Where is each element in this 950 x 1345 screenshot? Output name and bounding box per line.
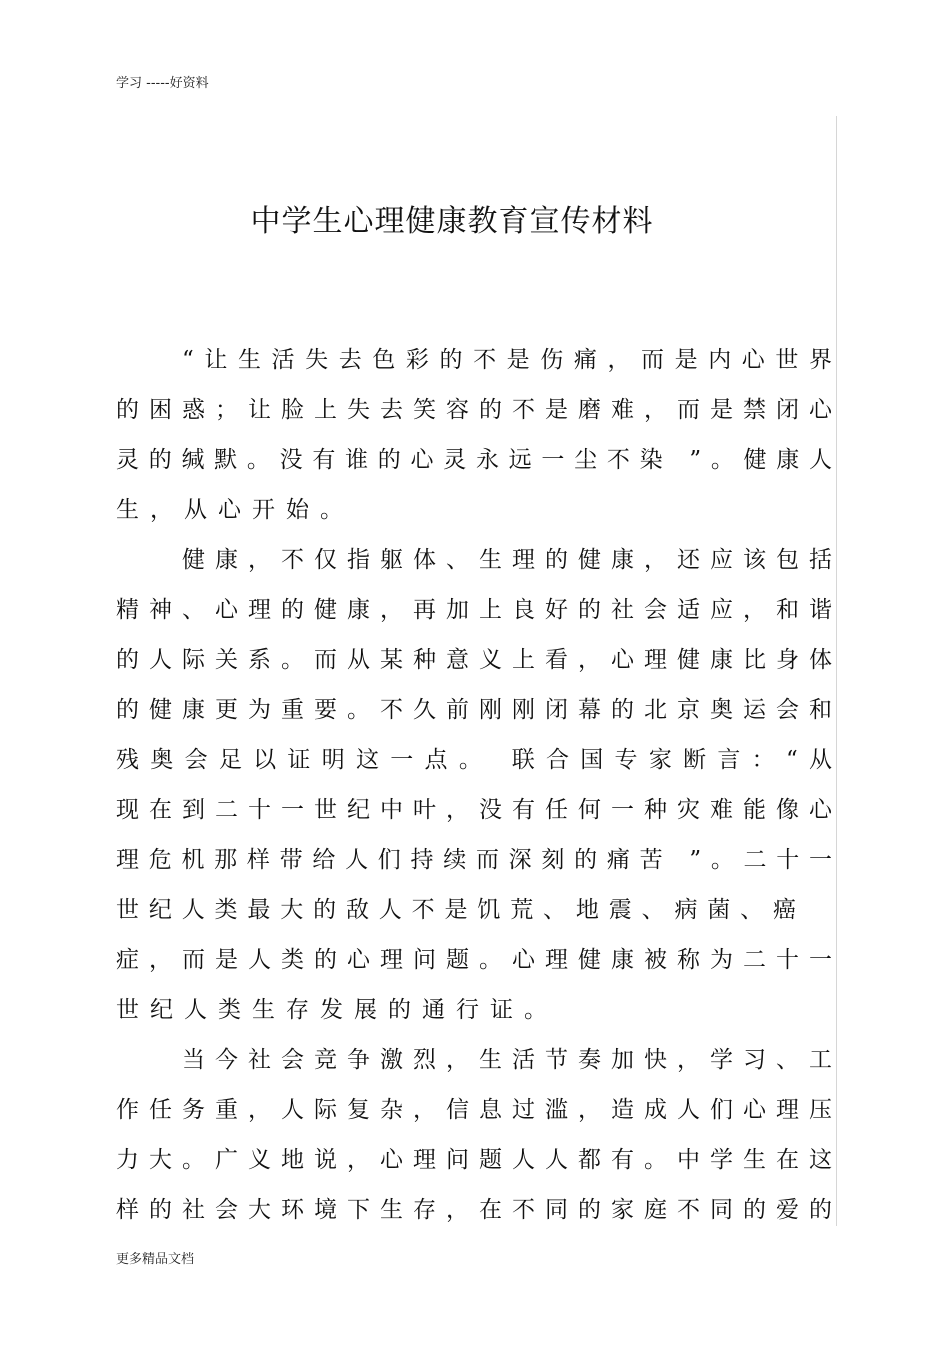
- paragraph-line: “让生活失去色彩的不是伤痛，而是内心世界: [182, 347, 832, 373]
- paragraph-line: 当今社会竞争激烈，生活节奏加快，学习、工: [182, 1047, 832, 1073]
- page-header: 学习 -----好资料: [116, 76, 209, 91]
- paragraph-line: 现在到二十一世纪中叶，没有任何一种灾难能像心: [116, 797, 832, 823]
- paragraph-line: 健康，不仅指躯体、生理的健康，还应该包括: [182, 547, 832, 573]
- paragraph-line: 作任务重，人际复杂，信息过滥，造成人们心理压: [116, 1097, 832, 1123]
- paragraph-line: 精神、心理的健康，再加上良好的社会适应，和谐: [116, 597, 832, 623]
- paragraph-line: 的困惑；让脸上失去笑容的不是磨难，而是禁闭心: [116, 397, 832, 423]
- paragraph-line: 生，从心开始。: [116, 497, 354, 523]
- paragraph-line: 的人际关系。而从某种意义上看，心理健康比身体: [116, 647, 832, 673]
- paragraph-line: 症，而是人类的心理问题。心理健康被称为二十一: [116, 947, 832, 973]
- paragraph-line: 样的社会大环境下生存，在不同的家庭不同的爱的: [116, 1197, 832, 1223]
- document-title: 中学生心理健康教育宣传材料: [250, 204, 654, 239]
- paragraph-line: 世纪人类最大的敌人不是饥荒、地震、病菌、癌: [116, 897, 796, 923]
- paragraph-line: 的健康更为重要。不久前刚刚闭幕的北京奥运会和: [116, 697, 832, 723]
- paragraph-line: 残奥会足以证明这一点。 联合国专家断言：“从: [116, 747, 832, 773]
- paragraph-line: 力大。广义地说，心理问题人人都有。中学生在这: [116, 1147, 832, 1173]
- margin-rule: [836, 116, 837, 1226]
- paragraph-line: 灵的缄默。没有谁的心灵永远一尘不染 ”。健康人: [116, 447, 832, 473]
- page-footer: 更多精品文档: [116, 1252, 195, 1267]
- paragraph-line: 世纪人类生存发展的通行证。: [116, 997, 558, 1023]
- paragraph-line: 理危机那样带给人们持续而深刻的痛苦 ”。二十一: [116, 847, 832, 873]
